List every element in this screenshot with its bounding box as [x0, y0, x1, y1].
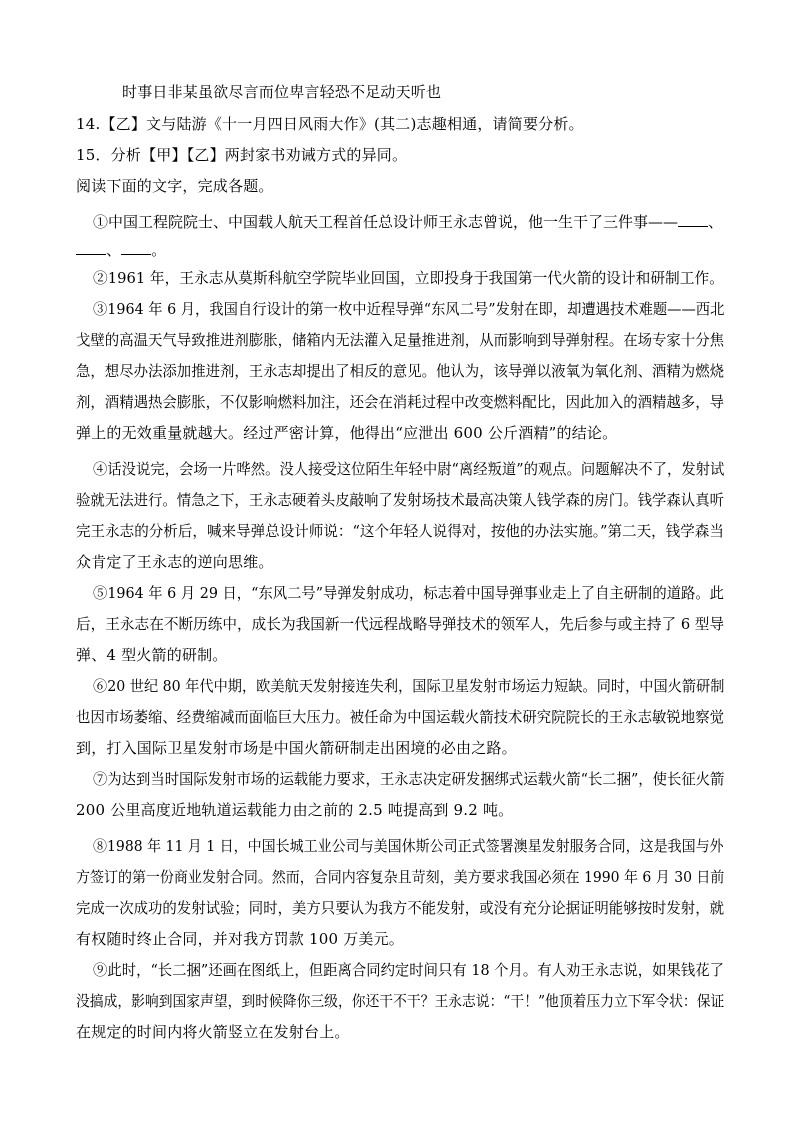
paragraph-9-line-3: 在规定的时间内将火箭竖立在发射台上。 [76, 1023, 350, 1041]
paragraph-4-line-3: 完王永志的分析后，喊来导弹总设计师说：“这个年轻人说得对，按他的办法实施。”第二天，钱学森当 [76, 522, 724, 540]
paragraph-5-line-3: 弹、4 型火箭的研制。 [76, 646, 228, 664]
separator: 、 [708, 213, 724, 231]
paragraph-5-line-2: 后，王永志在不断历练中，成长为我国新一代远程战略导弹技术的领军人，先后参与或主持了 6 型导 [76, 615, 725, 633]
paragraph-3-line-1: ③1964 年 6 月，我国自行设计的第一枚中近程导弹“东风二号”发射在即，却遭遇技术难题——西北 [93, 300, 725, 318]
paragraph-4-line-4: 众肯定了王永志的逆向思维。 [76, 553, 274, 571]
paragraph-1-line-2 [76, 240, 166, 260]
paragraph-3-line-5: 弹上的无效重量就越大。经过严密计算，他得出“应泄出 600 公斤酒精”的结论。 [76, 424, 618, 442]
paragraph-7-line-1: ⑦为达到当时国际发射市场的运载能力要求，王永志决定研发捆绑式运载火箭“长二捆”，使长征火箭 [93, 770, 725, 788]
paragraph-1-line-1 [93, 212, 723, 232]
paragraph-5-line-1: ⑤1964 年 6 月 29 日，“东风二号”导弹发射成功，标志着中国导弹事业走上了自主研制的道路。此 [93, 584, 724, 602]
question-14: 14.【乙】文与陆游《十一月四日风雨大作》(其二)志趣相通，请简要分析。 [76, 115, 584, 133]
paragraph-2: ②1961 年，王永志从莫斯科航空学院毕业回国，立即投身于我国第一代火箭的设计和研制工作。 [93, 269, 724, 287]
paragraph-1-text: ①中国工程院院士、中国载人航天工程首任总设计师王永志曾说，他一生干了三件事—— [93, 213, 679, 231]
paragraph-4-line-1: ④话没说完，会场一片哗然。没人接受这位陌生年轻中尉“离经叛道”的观点。问题解决不了，发射试 [93, 460, 725, 478]
reading-instruction: 阅读下面的文字，完成各题。 [76, 177, 274, 195]
paragraph-3-line-2: 戈壁的高温天气导致推进剂膨胀，储箱内无法灌入足量推进剂，从而影响到导弹射程。在场专家十分焦 [76, 331, 725, 349]
answer-blank-1[interactable] [678, 212, 708, 227]
question-15: 15．分析【甲】【乙】两封家书劝诫方式的异同。 [76, 146, 408, 164]
q13-answer-line: 时事日非某虽欲尽言而位卑言轻恐不足动天听也 [122, 83, 442, 101]
paragraph-8-line-4: 有权随时终止合同，并对我方罚款 100 万美元。 [76, 930, 404, 948]
paragraph-8-line-3: 完成一次成功的发射试验；同时，美方只要认为我方不能发射，或没有充分论据证明能够按时发射，就 [76, 899, 725, 917]
paragraph-6-line-1: ⑥20 世纪 80 年代中期，欧美航天发射接连失利，国际卫星发射市场运力短缺。同时，中国火箭研制 [93, 677, 725, 695]
paragraph-7-line-2: 200 公里高度近地轨道运载能力由之前的 2.5 吨提高到 9.2 吨。 [76, 801, 514, 819]
paragraph-9-line-2: 没搞成，影响到国家声望，到时候降你三级，你还干不干？王永志说：“干！”他顶着压力立下军令状：保证 [76, 992, 725, 1010]
paragraph-6-line-2: 也因市场萎缩、经费缩减而面临巨大压力。被任命为中国运载火箭技术研究院院长的王永志敏锐地察觉 [76, 708, 725, 726]
answer-blank-3[interactable] [121, 240, 151, 255]
paragraph-6-line-3: 到，打入国际卫星发射市场是中国火箭研制走出困境的必由之路。 [76, 739, 517, 757]
answer-blank-2[interactable] [76, 240, 106, 255]
paragraph-4-line-2: 验就无法进行。情急之下，王永志硬着头皮敲响了发射场技术最高决策人钱学森的房门。钱学森认真听 [76, 491, 725, 509]
paragraph-8-line-1: ⑧1988 年 11 月 1 日，中国长城工业公司与美国休斯公司正式签署澳星发射服务合同，这是我国与外 [93, 837, 724, 855]
paragraph-8-line-2: 方签订的第一份商业发射合同。然而，合同内容复杂且苛刻，美方要求我国必须在 1990 年 6 月 30 日前 [76, 868, 725, 886]
separator: 、 [106, 241, 122, 259]
paragraph-3-line-3: 急，想尽办法添加推进剂，王永志却提出了相反的意见。他认为，该导弹以液氧为氧化剂、酒精为燃烧 [76, 362, 725, 380]
paragraph-9-line-1: ⑨此时，“长二捆”还画在图纸上，但距离合同约定时间只有 18 个月。有人劝王永志说，如果钱花了 [93, 961, 724, 979]
period: 。 [151, 241, 167, 259]
paragraph-3-line-4: 剂，酒精遇热会膨胀，不仅影响燃料加注，还会在消耗过程中改变燃料配比，因此加入的酒精越多，导 [76, 393, 725, 411]
